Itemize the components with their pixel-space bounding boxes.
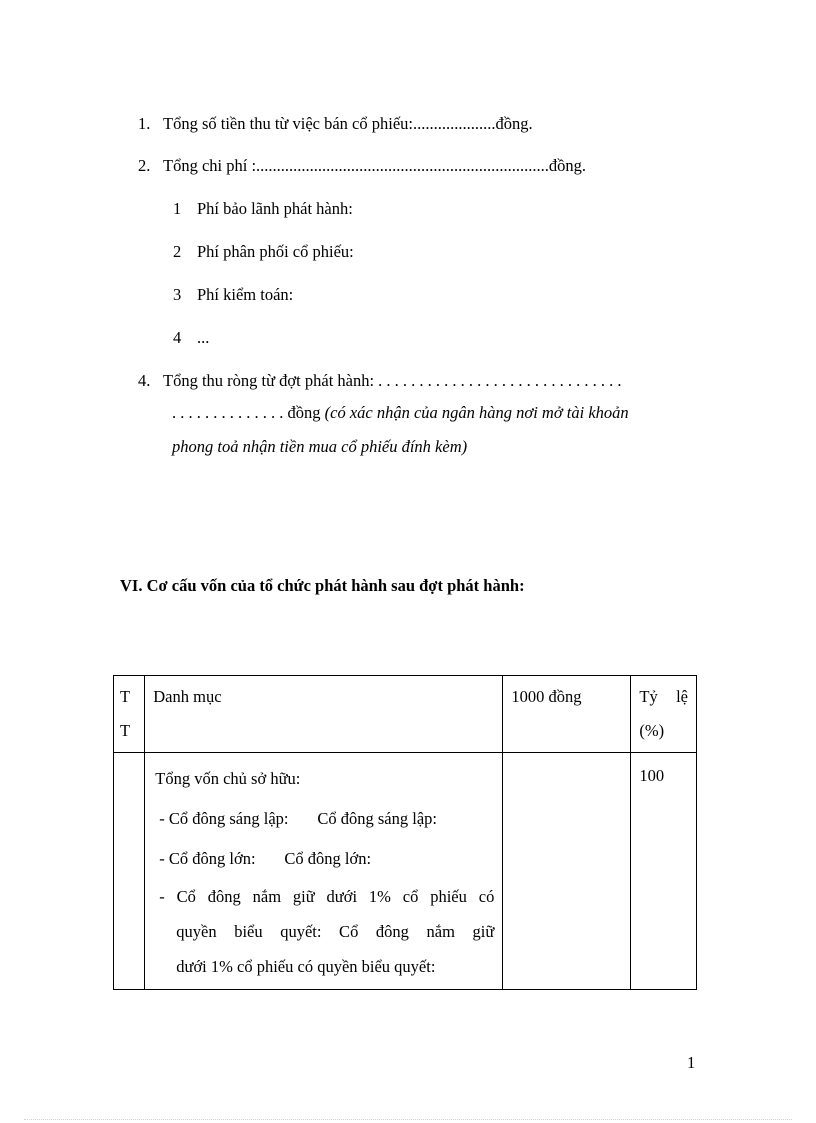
header-danh-muc: Danh mục [153,687,222,706]
total-equity-label: Tổng vốn chủ sở hữu: [155,769,301,788]
header-tyle-word: Tỷ [639,687,658,706]
header-tt-line: T [120,687,131,706]
list-item-text: Tổng chi phí :.......................................................................đồng. [163,156,587,175]
sub-item-4 [173,328,209,348]
list-item-text: Tổng số tiền thu từ việc bán cổ phiếu:....................đồng. [163,114,533,133]
list-item-number: 1. [138,114,151,133]
header-cell-danh-muc [145,676,503,753]
cell-amount [503,753,631,990]
sub-item-text: ... [197,328,210,347]
sub-item-number: 2 [173,242,182,261]
sub-item-text: Phí phân phối cổ phiếu: [197,242,354,261]
sub-item-number: 3 [173,285,182,304]
cell-percent [631,753,697,990]
list-item-text: . . . . . . . . . . . . . . đồng [172,403,325,422]
percent-value: 100 [639,766,665,785]
sub-item-1 [173,199,353,219]
header-cell-tt [114,676,145,753]
major-shareholders-item: - Cổ đông lớn: Cổ đông lớn: [159,849,372,868]
minor-shareholders-item-cont: dưới 1% cổ phiếu có quyền biểu quyết: [176,957,436,976]
sub-item-number: 4 [173,328,182,347]
page-number: 1 [687,1053,696,1072]
sub-item-2 [173,242,354,262]
header-tyle-unit: (%) [639,721,665,740]
sub-item-number: 1 [173,199,182,218]
list-item-1 [138,114,533,134]
list-item-2 [138,156,586,176]
header-tyle-line [639,680,688,714]
founding-shareholders-item: - Cổ đông sáng lập: Cổ đông sáng lập: [159,809,437,828]
minor-shareholders-item-cont: quyền biểu quyết: Cổ đông nắm giữ [176,922,495,941]
header-tt-line: T [120,721,131,740]
section-heading: VI. Cơ cấu vốn của tổ chức phát hành sau đợt phát hành: [120,576,525,595]
sub-item-3 [173,285,293,305]
minor-shareholders-item: - Cổ đông nắm giữ dưới 1% cổ phiếu có [159,887,495,906]
table-row [114,753,697,990]
list-item-number: 2. [138,156,151,175]
list-item-note: (có xác nhận của ngân hàng nơi mở tài khoản [324,403,629,422]
list-item-note-continuation: phong toả nhận tiền mua cổ phiếu đính kèm) [172,437,468,456]
sub-item-text: Phí kiểm toán: [197,285,294,304]
cell-tt [114,753,145,990]
header-cell-amount [503,676,631,753]
page-bottom-divider [24,1119,792,1120]
sub-item-text: Phí bảo lãnh phát hành: [197,199,353,218]
header-tyle-word: lệ [676,687,688,706]
header-amount: 1000 đồng [511,687,582,706]
cell-danh-muc [145,753,503,990]
list-item-text: Tổng thu ròng từ đợt phát hành: . . . . . . . . . . . . . . . . . . . . . . . . . . . . . . [163,371,622,390]
header-cell-tyle [631,676,697,753]
list-item-number: 4. [138,371,151,390]
capital-structure-table [113,675,697,990]
list-item-4 [138,371,622,391]
list-item-4-continuation [172,403,629,423]
table-header-row [114,676,697,753]
